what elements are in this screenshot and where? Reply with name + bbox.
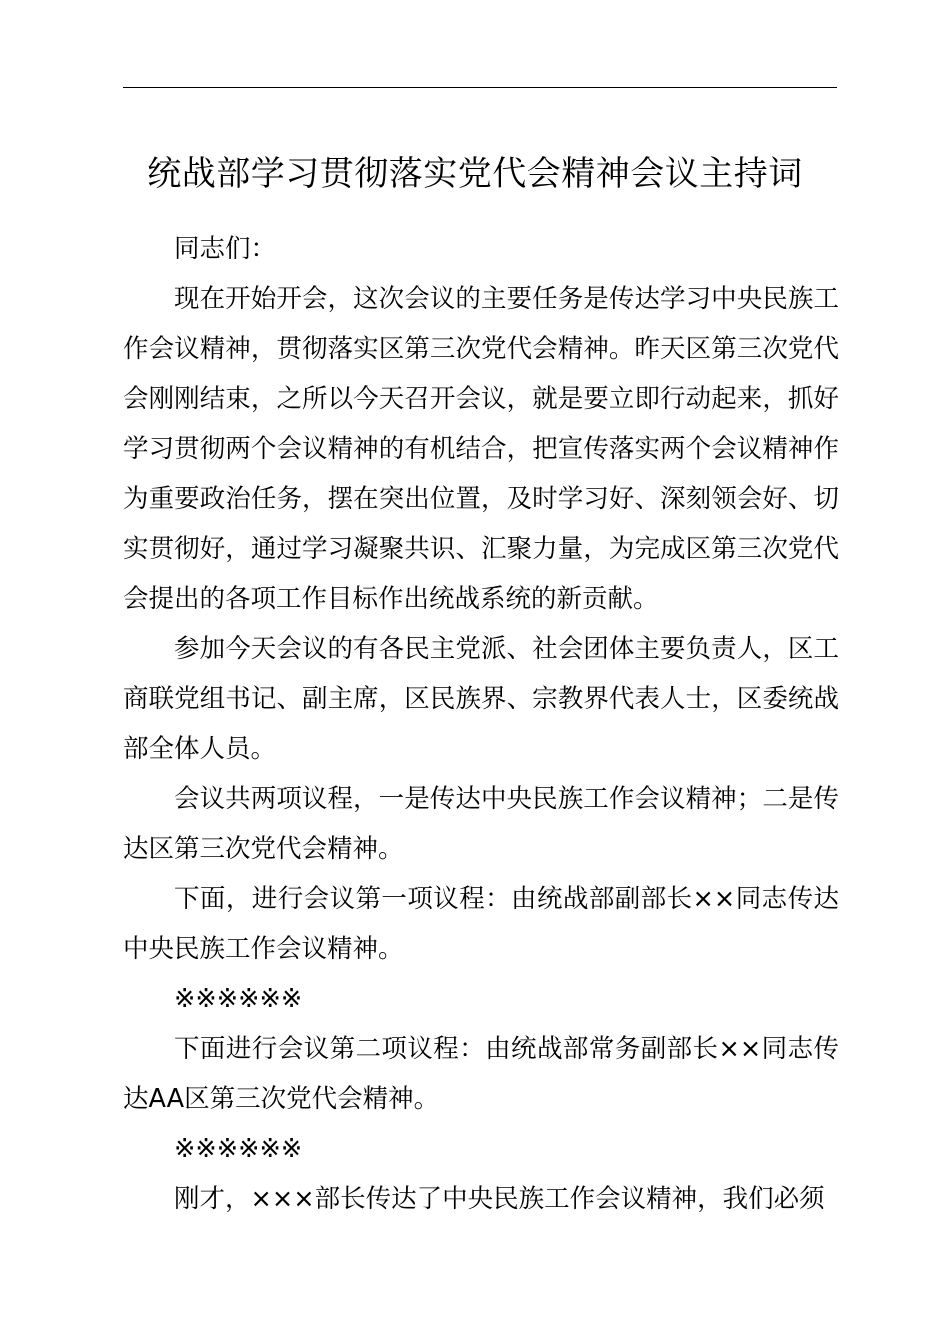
document-title: 统战部学习贯彻落实党代会精神会议主持词 [147, 154, 803, 194]
body-paragraph: 现在开始开会，这次会议的主要任务是传达学习中央民族工作会议精神，贯彻落实区第三次党代会精神。昨天区第三次党代会刚刚结束，之所以今天召开会议，就是要立即行动起来，抓好学习贯彻两个会议精神的有机结合，把宣传落实两个会议精神作为重要政治任务，摆在突出位置，及时学习好、深刻领会好、切实贯彻好，通过学习凝聚共识、汇聚力量，为完成区第三次党代会提出的各项工作目标作出统战系统的新贡献。 [123, 284, 839, 614]
body-paragraph: 刚才，×××部长传达了中央民族工作会议精神，我们必须 [174, 1184, 825, 1214]
separator-paragraph: ※※※※※※ [174, 984, 303, 1014]
salutation-paragraph: 同志们： [174, 234, 277, 264]
body-paragraph: 下面进行会议第二项议程：由统战部常务副部长××同志传达AA区第三次党代会精神。 [123, 1034, 839, 1114]
header-rule [123, 87, 837, 88]
body-paragraph: 下面，进行会议第一项议程：由统战部副部长××同志传达中央民族工作会议精神。 [123, 884, 839, 964]
document-body [123, 224, 839, 1224]
body-paragraph: 会议共两项议程，一是传达中央民族工作会议精神；二是传达区第三次党代会精神。 [123, 784, 839, 864]
separator-paragraph: ※※※※※※ [174, 1134, 303, 1164]
body-paragraph: 参加今天会议的有各民主党派、社会团体主要负责人，区工商联党组书记、副主席，区民族界、宗教界代表人士，区委统战部全体人员。 [123, 634, 839, 764]
